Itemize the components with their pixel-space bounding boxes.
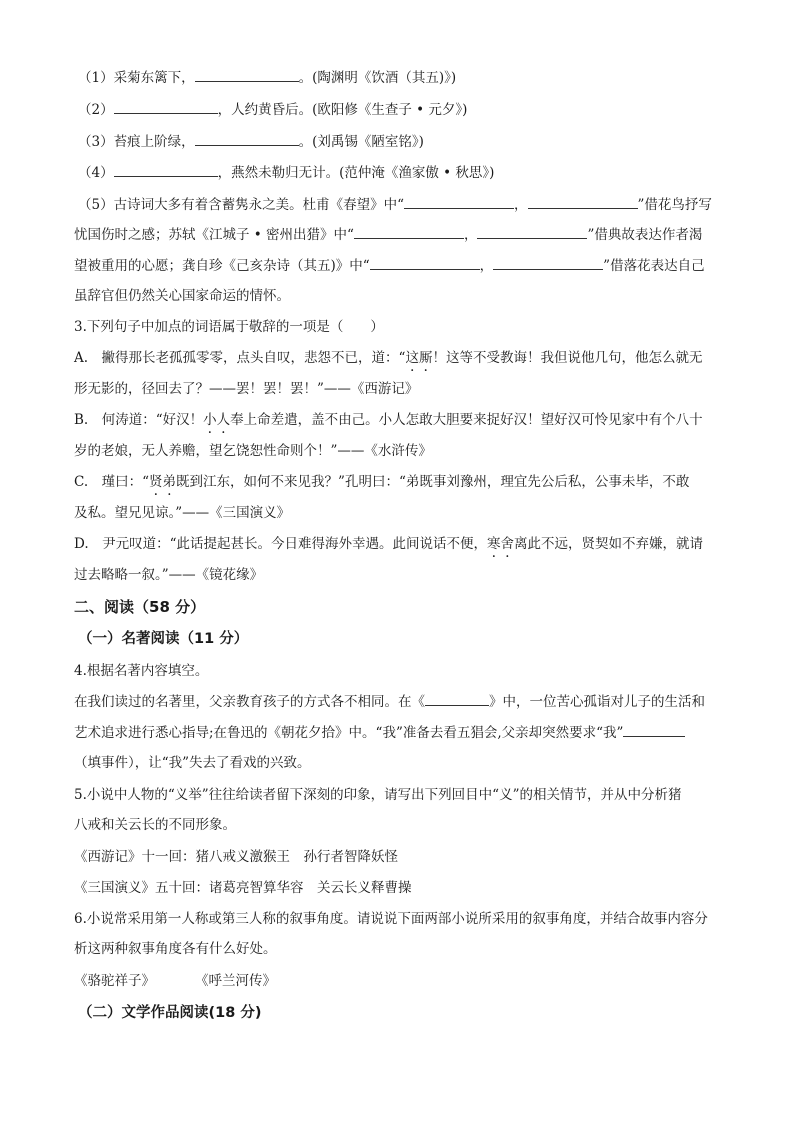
q4-text: 在我们读过的名著里，父亲教育孩子的方式各不相同。在《 bbox=[74, 694, 425, 710]
comma: ， bbox=[514, 197, 528, 213]
q2-item-3-pre: （3）苔痕上阶绿， bbox=[78, 134, 195, 150]
answer-blank[interactable] bbox=[354, 225, 464, 239]
q2-item-5-line-1 bbox=[78, 195, 728, 214]
q5-item-2: 《三国演义》五十回：诸葛亮智算华容 关云长义释曹操 bbox=[74, 880, 412, 896]
q5-item-1: 《西游记》十一回：猪八戒义激猴王 孙行者智降妖怪 bbox=[74, 849, 398, 865]
q3-stem: 3.下列句子中加点的词语属于敬辞的一项是（ ） bbox=[74, 319, 384, 335]
q2-item-4 bbox=[78, 163, 728, 182]
q4-line-3: （填事件），让“我”失去了看戏的兴致。 bbox=[74, 755, 311, 771]
answer-blank[interactable] bbox=[195, 68, 299, 82]
answer-blank[interactable] bbox=[425, 692, 489, 706]
answer-blank[interactable] bbox=[623, 723, 685, 737]
q2-item-3-post: 。(刘禹锡《陋室铭》) bbox=[298, 134, 424, 150]
q5-line-1: 5.小说中人物的“义举”往往给读者留下深刻的印象，请写出下列回目中“义”的相关情节，并从中分析猪 bbox=[74, 787, 682, 803]
q2-item-1 bbox=[78, 68, 728, 87]
answer-blank[interactable] bbox=[493, 256, 603, 270]
q6-line-2: 析这两种叙事角度各有什么好处。 bbox=[74, 941, 277, 957]
q2-item-5-text: ”借典故表达作者渴 bbox=[587, 227, 703, 243]
answer-blank[interactable] bbox=[404, 195, 514, 209]
option-text: 奉上命差遣，盖不由己。小人怎敢大胆要来捉好汉！望好汉可怜见家中有个八十 bbox=[230, 412, 703, 428]
option-text: ！这等不受教诲！我但说他几句，他怎么就无 bbox=[432, 350, 703, 366]
q2-item-2-post: ，人约黄昏后。(欧阳修《生查子 • 元夕》) bbox=[217, 102, 468, 118]
dotted-word: 小 bbox=[203, 412, 217, 428]
book-title: 《骆驼祥子》 bbox=[74, 973, 155, 989]
dotted-word: 厮 bbox=[418, 350, 433, 366]
q6-books bbox=[74, 972, 724, 990]
q2-item-5-text: 望被重用的心愿；龚自珍《己亥杂诗（其五)》中“ bbox=[74, 258, 370, 274]
q3-option-b-line-1 bbox=[74, 411, 724, 429]
dotted-word: 弟 bbox=[162, 474, 177, 490]
q2-item-2-pre: （2） bbox=[78, 102, 114, 118]
q4-text: 》中，一位苦心孤诣对儿子的生活和 bbox=[489, 694, 705, 710]
q2-item-4-pre: （4） bbox=[78, 165, 114, 181]
option-text: A. 撇得那长老孤孤零零，点头自叹，悲怨不已，道：“ bbox=[74, 350, 406, 366]
q4-stem: 4.根据名著内容填空。 bbox=[74, 663, 209, 679]
dotted-word: 贤 bbox=[149, 474, 163, 490]
dotted-word: 这 bbox=[405, 350, 419, 366]
answer-blank[interactable] bbox=[477, 225, 587, 239]
q3-option-b-line-2: 岁的老娘，无人养赡，望乞饶恕性命则个！”——《水浒传》 bbox=[74, 443, 432, 459]
dotted-word: 人 bbox=[216, 412, 231, 428]
q2-item-5-text: 忧国伤时之感；苏轼《江城子 • 密州出猎》中“ bbox=[74, 227, 354, 243]
option-text: D. 尹元叹道：“此话提起甚长。今日难得海外幸遇。此间说话不便， bbox=[74, 536, 488, 552]
q2-item-1-pre: （1）采菊东篱下， bbox=[78, 70, 195, 86]
answer-blank[interactable] bbox=[114, 163, 218, 177]
q2-item-5-text: ”借花鸟抒写 bbox=[637, 197, 712, 213]
q3-option-c-line-2: 及私。望兄见谅。”——《三国演义》 bbox=[74, 505, 291, 521]
comma: ， bbox=[463, 227, 478, 243]
q2-item-5-line-3 bbox=[74, 256, 724, 275]
answer-blank[interactable] bbox=[370, 256, 480, 270]
option-text: C. 瑾曰：“ bbox=[74, 474, 150, 490]
q2-item-1-post: 。(陶渊明《饮酒（其五)》) bbox=[298, 70, 457, 86]
answer-blank[interactable] bbox=[114, 100, 218, 114]
q6-line-1: 6.小说常采用第一人称或第三人称的叙事角度。请说说下面两部小说所采用的叙事角度，并结合故事内容分 bbox=[74, 911, 708, 927]
q2-item-4-post: ，燕然未勒归无计。(范仲淹《渔家傲 • 秋思》) bbox=[217, 165, 495, 181]
q3-option-a-line-2: 形无影的，径回去了？——罢！罢！罢！”——《西游记》 bbox=[74, 381, 419, 397]
q4-text: 艺术追求进行悉心指导;在鲁迅的《朝花夕拾》中。“我”准备去看五猖会,父亲却突然要求“我” bbox=[74, 725, 624, 741]
comma: ， bbox=[479, 258, 494, 274]
q3-option-d-line-1 bbox=[74, 535, 724, 553]
q2-item-5-text: ”借落花表达自己 bbox=[603, 258, 705, 274]
q3-option-a-line-1 bbox=[74, 349, 724, 367]
subsection-heading: （一）名著阅读（11 分） bbox=[78, 631, 249, 647]
answer-blank[interactable] bbox=[528, 195, 638, 209]
q2-item-5-text: （5）古诗词大多有着含蓄隽永之美。杜甫《春望》中“ bbox=[78, 197, 404, 213]
q2-item-3 bbox=[78, 132, 728, 151]
book-title: 《呼兰河传》 bbox=[195, 973, 276, 989]
section-heading: 二、阅读（58 分） bbox=[74, 598, 206, 616]
q4-line-2 bbox=[74, 723, 724, 742]
option-text: 离此不远，贤契如不弃嫌，就请 bbox=[514, 536, 704, 552]
q2-item-2 bbox=[78, 100, 728, 119]
q2-item-5-line-4: 虽辞官但仍然关心国家命运的情怀。 bbox=[74, 288, 290, 304]
q4-line-1 bbox=[74, 692, 724, 711]
subsection-heading: （二）文学作品阅读(18 分) bbox=[78, 1005, 262, 1021]
q2-item-5-line-2 bbox=[74, 225, 724, 244]
q5-line-2: 八戒和关云长的不同形象。 bbox=[74, 817, 236, 833]
dotted-word: 寒 bbox=[487, 536, 501, 552]
q3-option-c-line-1 bbox=[74, 473, 724, 491]
answer-blank[interactable] bbox=[195, 132, 299, 146]
option-text: B. 何涛道：“好汉！ bbox=[74, 412, 204, 428]
q3-option-d-line-2: 过去略略一叙。”——《镜花缘》 bbox=[74, 567, 264, 583]
option-text: 既到江东，如何不来见我？”孔明曰：“弟既事刘豫州，理宜先公后私，公事未毕，不敢 bbox=[176, 474, 690, 490]
dotted-word: 舍 bbox=[500, 536, 515, 552]
